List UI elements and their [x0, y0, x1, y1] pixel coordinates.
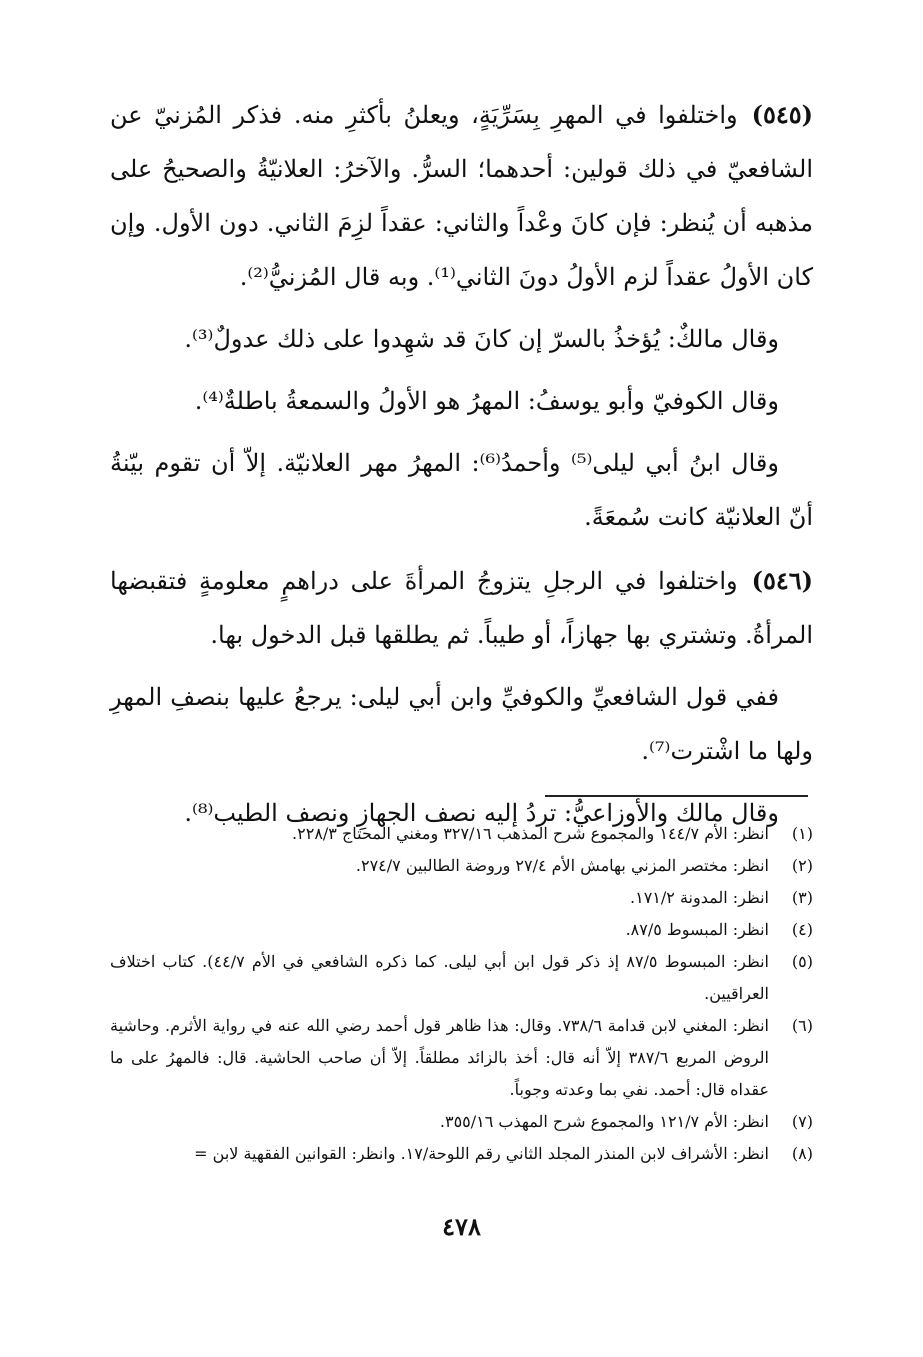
page-number: ٤٧٨ [442, 1212, 481, 1241]
footnote-number: (٤) [791, 920, 813, 939]
footnote-text: انظر: مختصر المزني بهامش الأم ٢٧/٤ وروضة الطالبين ٢٧٤/٧. [355, 856, 769, 875]
footnote [110, 1010, 813, 1106]
footnote [110, 946, 813, 1010]
footnotes [110, 818, 813, 1170]
paragraph: ففي قول الشافعيِّ والكوفيِّ وابن أبي ليلى: يرجعُ عليها بنصفِ المهرِ ولها ما اشْترت⁽⁷⁾. [110, 683, 813, 765]
footnote [110, 818, 813, 850]
paragraph-text: واختلفوا في الرجلِ يتزوجُ المرأةَ على دراهمٍ معلومةٍ فتقبضها المرأةُ. وتشتري بها جهازاً، أو طيباً. ثم يطلقها قبل الدخول بها. [110, 567, 813, 649]
footnote-number: (٣) [791, 888, 813, 907]
footnote [110, 850, 813, 882]
paragraph: وقال ابنُ أبي ليلى⁽⁵⁾ وأحمدُ⁽⁶⁾: المهرُ مهر العلانيّة. إلاّ أن تقوم بيّنةُ أنّ العلانيّة كانت سُمعَةً. [110, 449, 813, 531]
section-number: (٥٤٥) [751, 100, 813, 129]
paragraph-text: واختلفوا في المهرِ بِسَرِّيَةٍ، ويعلنُ بأكثرِ منه. فذكر المُزنيّ عن الشافعيّ في ذلك قولين: أحدهما؛ السرُّ. والآخرُ: العلانيّةُ والصحيحُ على مذهبه أن يُنظر: فإن كانَ وعْداً والثاني: عقداً لزِمَ الثاني. دون الأول. وإن كان الأولُ عقداً لزم الأولُ دونَ الثاني⁽¹⁾. وبه قال المُزنيُّ⁽²⁾. [110, 101, 813, 291]
footnote-text: انظر: الأم ١٤٤/٧ والمجموع شرح المذهب ٣٢٧/١٦ ومغني المحتاج ٢٢٨/٣. [292, 824, 769, 843]
footnote [110, 914, 813, 946]
footnote [110, 1106, 813, 1138]
footnote-divider [545, 795, 808, 797]
section-number: (٥٤٦) [751, 566, 813, 595]
footnote-text: انظر: المغني لابن قدامة ٧٣٨/٦. وقال: هذا ظاهر قول أحمد رضي الله عنه في رواية الأثرم. وحاشية الروض المربع ٣٨٧/٦ إلاّ أنه قال: أخذ بالزائد مطلقاً. إلاّ أن صاحب الحاشية. قال: فالمهرُ على ما عقداه قال: أحمد. نفي بما وعدته وجوباً. [110, 1016, 769, 1099]
footnote-text: انظر: الأم ١٢١/٧ والمجموع شرح المهذب ٣٥٥/١٦. [439, 1112, 769, 1131]
main-text [110, 88, 813, 848]
footnote-text: انظر: المبسوط ٨٧/٥. [625, 920, 769, 939]
footnote-number: (٢) [791, 856, 813, 875]
footnote-text: انظر: المدونة ١٧١/٢. [630, 888, 769, 907]
footnote-number: (٥) [791, 952, 813, 971]
footnote-text: انظر: الأشراف لابن المنذر المجلد الثاني رقم اللوحة/١٧. وانظر: القوانين الفقهية لابن = [194, 1144, 769, 1163]
paragraph: وقال مالكٌ: يُؤخذُ بالسرّ إن كانَ قد شهِدوا على ذلك عدولٌ⁽³⁾. [184, 325, 779, 353]
footnote-number: (٧) [791, 1112, 813, 1131]
footnote-number: (٦) [791, 1016, 813, 1035]
paragraph-546 [110, 554, 813, 662]
footnote [110, 1138, 813, 1170]
paragraph: وقال الكوفيّ وأبو يوسفُ: المهرُ هو الأولُ والسمعةُ باطلةٌ⁽⁴⁾. [194, 387, 779, 415]
paragraph-545 [110, 88, 813, 304]
footnote-number: (٨) [791, 1144, 813, 1163]
footnote-text: انظر: المبسوط ٨٧/٥ إذ ذكر قول ابن أبي ليلى. كما ذكره الشافعي في الأم ٤٤/٧). كتاب اختلاف العراقيين. [110, 952, 769, 1003]
footnote [110, 882, 813, 914]
paragraph: وقال مالك والأوزاعيُّ: تردُ إليه نصف الجهازِ ونصف الطيب⁽⁸⁾. [184, 799, 779, 827]
footnote-number: (١) [791, 824, 813, 843]
